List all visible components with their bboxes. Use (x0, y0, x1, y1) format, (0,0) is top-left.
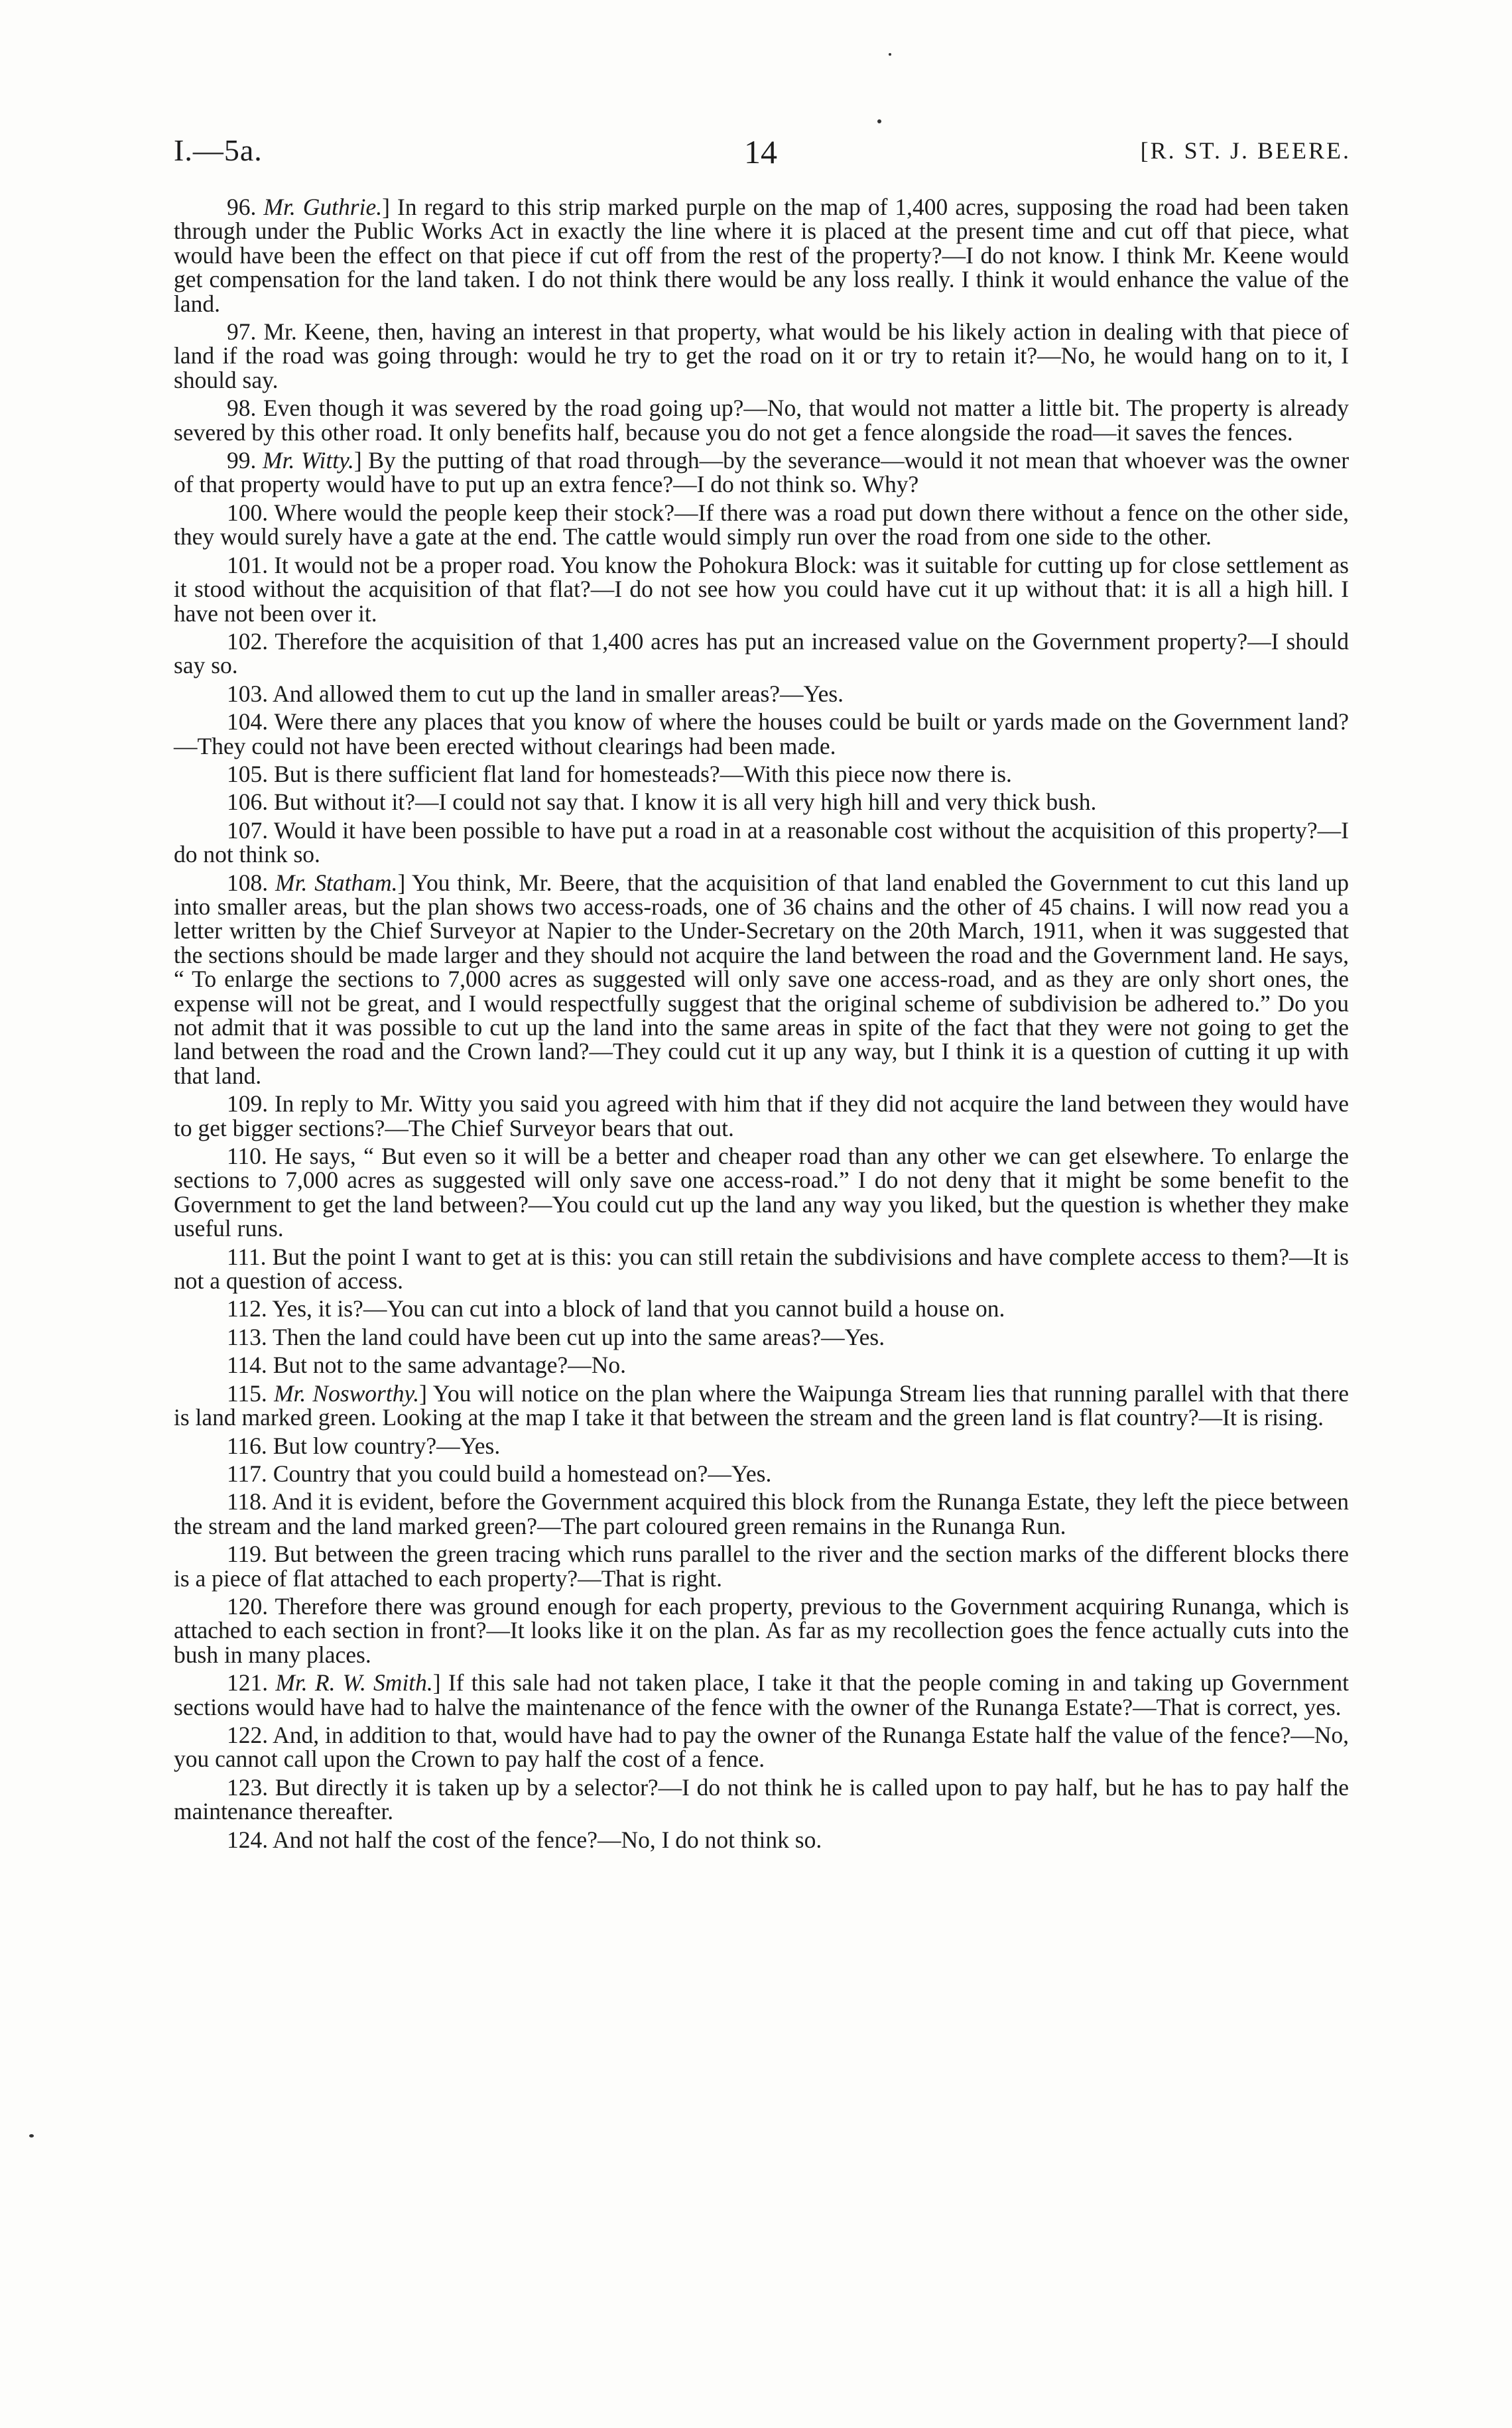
question-answer-text: But low country?—Yes. (273, 1432, 501, 1459)
question-number: 113. (227, 1323, 267, 1350)
questioner-name: Mr. Nosworthy. (273, 1379, 420, 1407)
question-answer-paragraph (174, 195, 1349, 316)
question-number: 98. (227, 395, 257, 422)
question-answer-text: Yes, it is?—You can cut into a block of land that you cannot build a house on. (272, 1295, 1005, 1322)
question-number: 118. (227, 1488, 267, 1515)
question-answer-text: But without it?—I could not say that. I know it is all very high hill and very thick bush. (274, 789, 1097, 816)
question-answer-paragraph (174, 1671, 1349, 1719)
question-number: 107. (227, 816, 269, 844)
question-answer-text: And, in addition to that, would have had to pay the owner of the Runanga Estate half the value of the fence?—No, you cannot call upon the Crown to pay half the cost of a fence. (174, 1721, 1349, 1773)
witness-name: [R. ST. J. BEERE. (1140, 137, 1351, 164)
question-answer-text: In reply to Mr. Witty you said you agreed with him that if they did not acquire the land between they would have to get bigger sections?—The Chief Surveyor bears that out. (174, 1090, 1350, 1141)
question-answer-text: Were there any places that you know of where the houses could be built or yards made on the Government land?—They could not have been erected without clearings had been made. (174, 708, 1349, 759)
question-answer-text: ] You will notice on the plan where the Waipunga Stream lies that running parallel with that there is land marked green. Looking at the map I take it that between the stream and the green land is flat country?—It is rising. (174, 1379, 1350, 1431)
questioner-name: Mr. Witty. (263, 447, 354, 474)
question-answer-text: Then the land could have been cut up into the same areas?—Yes. (273, 1323, 885, 1350)
question-answer-paragraph (174, 1490, 1349, 1538)
question-answer-text: Even though it was severed by the road going up?—No, that would not matter a little bit. The property is already severed by this other road. It only benefits half, because you do not get a fence alongside the road—it saves the fences. (174, 395, 1349, 446)
question-answer-paragraph (174, 1775, 1349, 1824)
scan-speck (877, 119, 881, 123)
question-number: 110. (227, 1143, 267, 1170)
question-answer-paragraph (174, 1828, 1349, 1852)
question-answer-text: And not half the cost of the fence?—No, I do not think so. (273, 1826, 822, 1853)
question-answer-text: ] You think, Mr. Beere, that the acquisition of that land enabled the Government to cut this land up into smaller areas, but the plan shows two access-roads, one of 36 chains and the other of 45 chains. I will now read you a letter written by the Chief Surveyor at Napier to the Under-Secretary on the 20th March, 1911, when it was suggested that the sections should be made larger and they should not acquire the land between the road and the Government land. He says, “ To enlarge the sections to 7,000 acres as suggested will only save one access-road, and as they are only short ones, the expense will not be great, and I would respectfully suggest that the original scheme of subdivision be adhered to.” Do you not admit that it was possible to cut up the land into the same areas in spite of the fact that they were not going to get the land between the road and the Crown land?—They could cut it up any way, but I think it is a question of cutting it up with that land. (174, 869, 1349, 1089)
question-number: 109. (227, 1090, 269, 1118)
question-answer-paragraph (174, 1092, 1349, 1140)
question-answer-paragraph (174, 320, 1349, 392)
question-number: 124. (227, 1826, 269, 1853)
question-answer-text: Country that you could build a homestead on?—Yes. (273, 1460, 772, 1487)
question-number: 99. (227, 447, 257, 474)
question-answer-text: It would not be a proper road. You know the Pohokura Block: was it suitable for cutting up for close settlement as it stood without the acquisition of that flat?—I do not see how you could have cut it up without that: it is all a high hill. I have not been over it. (174, 551, 1349, 627)
question-answer-text: But is there sufficient flat land for homesteads?—With this piece now there is. (274, 760, 1012, 787)
question-number: 104. (227, 708, 269, 735)
question-number: 120. (227, 1592, 269, 1620)
question-number: 115. (227, 1379, 267, 1407)
question-answer-paragraph (174, 1245, 1349, 1293)
question-number: 123. (227, 1773, 269, 1801)
question-answer-paragraph (174, 1462, 1349, 1486)
question-number: 96. (227, 194, 257, 220)
question-answer-paragraph (174, 1144, 1349, 1241)
question-number: 114. (227, 1352, 267, 1379)
question-number: 105. (227, 760, 269, 787)
question-answer-text: But not to the same advantage?—No. (273, 1352, 627, 1379)
question-answer-paragraph (174, 1381, 1349, 1430)
question-number: 100. (227, 499, 269, 526)
question-answer-paragraph (174, 1325, 1349, 1349)
question-number: 116. (227, 1432, 267, 1459)
question-answer-paragraph (174, 1594, 1349, 1667)
question-answer-paragraph (174, 710, 1349, 758)
question-answer-paragraph (174, 629, 1349, 678)
question-answer-text: But directly it is taken up by a selector?—I do not think he is called upon to pay half, but he has to pay half the maintenance thereafter. (174, 1773, 1350, 1825)
question-answer-text: ] By the putting of that road through—by the severance—would it not mean that whoever was the owner of that property would have to put up an extra fence?—I do not think so. Why? (174, 447, 1350, 498)
paper-reference: I.—5a. (174, 133, 263, 167)
question-answer-paragraph (174, 448, 1349, 497)
question-number: 103. (227, 680, 269, 707)
question-answer-paragraph (174, 1353, 1349, 1377)
question-answer-paragraph (174, 818, 1349, 867)
question-answer-text: Therefore the acquisition of that 1,400 acres has put an increased value on the Government property?—I should say so. (174, 627, 1350, 679)
question-answer-paragraph (174, 1542, 1349, 1590)
question-number: 111. (227, 1243, 267, 1270)
scan-speck (889, 53, 891, 56)
scan-speck (29, 2134, 34, 2138)
questioner-name: Mr. Statham. (275, 869, 398, 896)
question-answer-paragraph (174, 1723, 1349, 1771)
question-answer-paragraph (174, 396, 1349, 444)
question-number: 97. (227, 318, 257, 346)
question-answer-paragraph (174, 682, 1349, 706)
question-number: 106. (227, 789, 269, 816)
question-answer-paragraph (174, 1434, 1349, 1458)
question-answer-paragraph (174, 553, 1349, 625)
question-number: 112. (227, 1295, 267, 1322)
question-answer-paragraph (174, 790, 1349, 814)
question-answer-text: ] In regard to this strip marked purple on the map of 1,400 acres, supposing the road had been taken through under the Public Works Act in exactly the line where it is placed at the present time and cut off that piece, what would have been the effect on that piece if cut off from the rest of the property?—I do not know. I think Mr. Keene would get compensation for the land taken. I do not think there would be any loss really. I think it would enhance the value of the land. (174, 194, 1349, 317)
page-number: 14 (744, 133, 777, 170)
question-answer-text: And allowed them to cut up the land in smaller areas?—Yes. (273, 680, 844, 707)
question-answer-paragraph (174, 1297, 1349, 1320)
questioner-name: Mr. R. W. Smith. (275, 1669, 433, 1696)
question-number: 102. (227, 627, 269, 655)
question-answer-text: But between the green tracing which runs parallel to the river and the section marks of the different blocks there is a piece of flat attached to each property?—That is right. (174, 1541, 1350, 1592)
page-header (174, 133, 1351, 179)
question-answer-text: Mr. Keene, then, having an interest in that property, what would be his likely action in dealing with that piece of land if the road was going through: would he try to get the road on it or try to retain it?—No, he would hang on to it, I should say. (174, 318, 1349, 393)
question-answer-text: Would it have been possible to have put a road in at a reasonable cost without the acquisition of this property?—I do not think so. (174, 816, 1350, 868)
question-number: 101. (227, 551, 269, 578)
question-number: 117. (227, 1460, 267, 1487)
questioner-name: Mr. Guthrie. (263, 194, 383, 220)
question-answer-text: But the point I want to get at is this: you can still retain the subdivisions and have complete access to them?—It is not a question of access. (174, 1243, 1349, 1295)
question-answer-text: He says, “ But even so it will be a better and cheaper road than any other we can get elsewhere. To enlarge the sections to 7,000 acres as suggested will only save one access-road.” I do not deny that it might be some benefit to the Government to get the land between?—You could cut up the land any way you liked, but the question is whether they make useful runs. (174, 1143, 1350, 1242)
question-answer-paragraph (174, 762, 1349, 786)
question-number: 108. (227, 869, 269, 896)
question-answer-text: Therefore there was ground enough for each property, previous to the Government acquiring Runanga, which is attached to each section in front?—It looks like it on the plan. As far as my recollection goes the fence actually cuts into the bush in many places. (174, 1592, 1350, 1668)
question-number: 122. (227, 1721, 269, 1748)
evidence-text (174, 195, 1349, 1856)
question-answer-paragraph (174, 501, 1349, 549)
question-answer-text: And it is evident, before the Government acquired this block from the Runanga Estate, they left the piece between the stream and the land marked green?—The part coloured green remains in the Runanga Run. (174, 1488, 1349, 1539)
question-answer-paragraph (174, 871, 1349, 1088)
question-answer-text: ] If this sale had not taken place, I take it that the people coming in and taking up Government sections would have had to halve the maintenance of the fence with the owner of the Runanga Estate?—That is correct, yes. (174, 1669, 1349, 1720)
question-number: 119. (227, 1541, 267, 1568)
question-number: 121. (227, 1669, 269, 1696)
question-answer-text: Where would the people keep their stock?—If there was a road put down there without a fence on the other side, they would surely have a gate at the end. The cattle would simply run over the road from one side to the other. (174, 499, 1350, 550)
